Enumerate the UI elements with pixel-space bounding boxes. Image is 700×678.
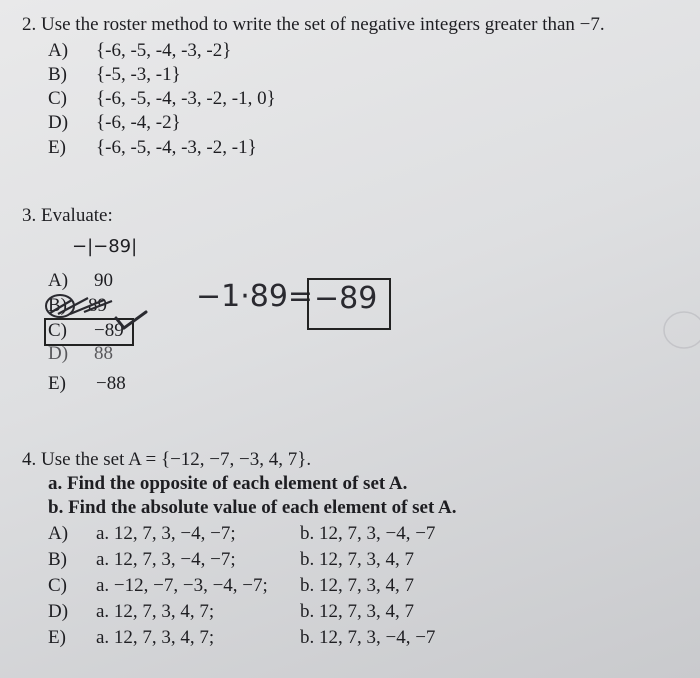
q4-option-a-letter: A) (48, 523, 69, 544)
q2-option-c-letter: C) (48, 88, 67, 109)
q3-option-c-letter: C) (48, 320, 67, 341)
q3-handwritten-work: −1·89= (196, 279, 314, 314)
q3-option-e-letter: E) (48, 373, 66, 394)
q3-expression: −|−89| (72, 236, 138, 257)
q4-part-a: a. Find the opposite of each element of set A. (48, 473, 408, 494)
q2-option-b-letter: B) (48, 64, 67, 85)
q4-option-c-letter: C) (48, 575, 67, 596)
q2-stem: 2. Use the roster method to write the set of negative integers greater than −7. (22, 14, 605, 35)
q3-option-b-scribble-mark (50, 298, 112, 314)
q2-option-a-letter: A) (48, 40, 69, 61)
q4-option-e-part-a: a. 12, 7, 3, 4, 7; (96, 627, 215, 648)
q2-option-d-text: {-6, -4, -2} (96, 112, 181, 133)
q3-option-d-letter: D) (48, 343, 69, 364)
q4-option-b-part-b: b. 12, 7, 3, 4, 7 (300, 549, 414, 570)
q4-option-e-letter: E) (48, 627, 66, 648)
q2-option-e-letter: E) (48, 137, 66, 158)
q2-option-d-letter: D) (48, 112, 69, 133)
q4-stem: 4. Use the set A = {−12, −7, −3, 4, 7}. (22, 449, 312, 470)
faint-circle-mark (664, 312, 700, 348)
checkmark-icon (116, 312, 146, 328)
q3-option-a-text: 90 (94, 270, 113, 291)
q4-part-b: b. Find the absolute value of each element of set A. (48, 497, 457, 518)
q2-option-e-text: {-6, -5, -4, -3, -2, -1} (96, 137, 257, 158)
q2-option-b-text: {-5, -3, -1} (96, 64, 181, 85)
q2-option-a-text: {-6, -5, -4, -3, -2} (96, 40, 232, 61)
q4-option-a-part-a: a. 12, 7, 3, −4, −7; (96, 523, 236, 544)
q3-option-d-text: 88 (94, 343, 113, 364)
q4-option-c-part-b: b. 12, 7, 3, 4, 7 (300, 575, 414, 596)
q3-option-a-letter: A) (48, 270, 69, 291)
q4-option-c-part-a: a. −12, −7, −3, −4, −7; (96, 575, 268, 596)
q3-stem: 3. Evaluate: (22, 205, 113, 226)
q3-option-e-text: −88 (96, 373, 126, 394)
q4-option-d-part-b: b. 12, 7, 3, 4, 7 (300, 601, 414, 622)
q4-option-e-part-b: b. 12, 7, 3, −4, −7 (300, 627, 436, 648)
q3-option-b-letter: B) (48, 295, 67, 316)
q4-option-b-part-a: a. 12, 7, 3, −4, −7; (96, 549, 236, 570)
q3-option-c-text: −89 (94, 320, 124, 341)
q3-handwritten-answer: −89 (314, 281, 378, 316)
q2-option-c-text: {-6, -5, -4, -3, -2, -1, 0} (96, 88, 276, 109)
q3-option-b-text: 89 (88, 295, 107, 316)
q4-option-b-letter: B) (48, 549, 67, 570)
q4-option-d-letter: D) (48, 601, 69, 622)
q4-option-d-part-a: a. 12, 7, 3, 4, 7; (96, 601, 215, 622)
q4-option-a-part-b: b. 12, 7, 3, −4, −7 (300, 523, 436, 544)
